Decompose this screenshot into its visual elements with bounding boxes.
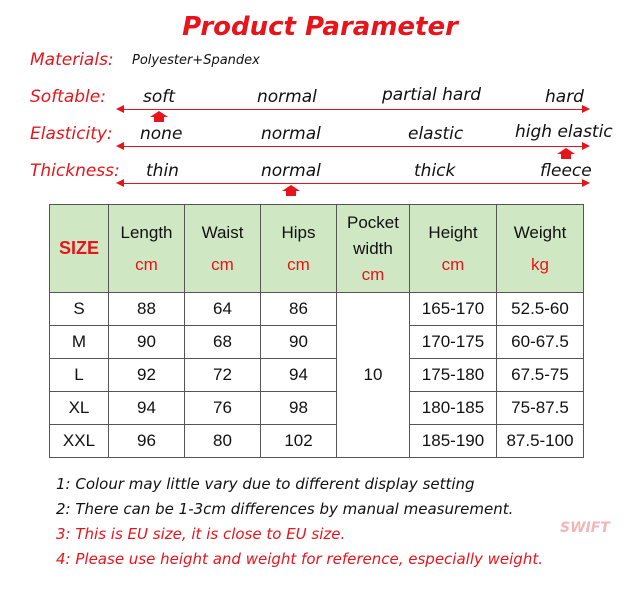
size-table [49,204,584,458]
length-cell: 90 [109,326,185,359]
size-cell: L [50,359,109,392]
thickness-level: thick [414,161,456,181]
hips-unit: cm [287,254,310,274]
height-cell: 175-180 [410,359,497,392]
table-row [50,392,584,425]
thickness-marker-icon [282,185,300,195]
size-header: SIZE [50,205,109,293]
length-cell: 94 [109,392,185,425]
weight-cell: 75-87.5 [497,392,584,425]
hips-cell: 98 [261,392,337,425]
note-colour: 1: Colour may little vary due to different display setting [56,475,475,493]
thickness-level: fleece [540,161,592,181]
softable-scale-line [120,109,588,110]
size-cell: M [50,326,109,359]
thickness-scale-line [120,183,588,184]
pocket-unit: cm [361,264,385,284]
hips-cell: 94 [261,359,337,392]
note-reference: 4: Please use height and weight for reference, especially weight. [56,550,543,568]
waist-header [185,205,261,293]
note-eu-size: 3: This is EU size, it is close to EU size. [56,525,346,543]
weight-cell: 87.5-100 [497,425,584,458]
arrow-right-icon [582,105,590,113]
thickness-level: normal [261,161,321,181]
thickness-level: thin [146,161,179,181]
arrow-left-icon [116,179,124,187]
length-cell: 96 [109,425,185,458]
arrow-left-icon [116,105,124,113]
arrow-right-icon [582,179,590,187]
waist-unit: cm [211,254,234,274]
height-cell: 170-175 [410,326,497,359]
waist-header-label: Waist [201,222,244,242]
size-cell: XL [50,392,109,425]
softable-marker-icon [150,111,168,121]
length-unit: cm [135,254,158,274]
length-header-label: Length [120,222,173,242]
height-unit: cm [441,254,465,274]
height-cell: 185-190 [410,425,497,458]
weight-header-label: Weight [513,222,567,242]
waist-cell: 68 [185,326,261,359]
hips-cell: 90 [261,326,337,359]
pocket-width-cell: 10 [337,293,410,458]
elasticity-marker-icon [557,148,575,158]
softable-level: partial hard [382,85,482,105]
softable-label: Softable: [30,87,106,107]
elasticity-label: Elasticity: [30,124,113,144]
hips-header [261,205,337,293]
page-title: Product Parameter [182,12,458,42]
weight-cell: 52.5-60 [497,293,584,326]
size-cell: XXL [50,425,109,458]
waist-cell: 64 [185,293,261,326]
size-cell: S [50,293,109,326]
softable-level: soft [143,87,175,107]
elasticity-scale-line [120,146,588,147]
table-row [50,359,584,392]
hips-cell: 102 [261,425,337,458]
table-row [50,326,584,359]
pocket-header-line1: Pocket [347,212,399,232]
table-row [50,293,584,326]
height-header [410,205,497,293]
pocket-width-header [337,205,410,293]
weight-unit: kg [531,254,549,274]
length-cell: 92 [109,359,185,392]
elasticity-level: high elastic [515,122,613,142]
softable-level: normal [257,87,317,107]
length-header [109,205,185,293]
elasticity-level: normal [261,124,321,144]
elasticity-level: none [140,124,183,144]
table-row [50,425,584,458]
weight-cell: 60-67.5 [497,326,584,359]
thickness-label: Thickness: [30,161,120,181]
materials-value: Polyester+Spandex [132,53,260,68]
softable-level: hard [545,87,584,107]
arrow-left-icon [116,142,124,150]
length-cell: 88 [109,293,185,326]
materials-label: Materials: [30,50,114,70]
height-cell: 180-185 [410,392,497,425]
height-header-label: Height [428,222,478,242]
hips-cell: 86 [261,293,337,326]
weight-cell: 67.5-75 [497,359,584,392]
waist-cell: 72 [185,359,261,392]
elasticity-level: elastic [408,124,464,144]
swift-logo: SWIFT [560,520,610,536]
pocket-header-line2: width [353,238,393,258]
arrow-right-icon [582,142,590,150]
hips-header-label: Hips [281,222,316,242]
weight-header [497,205,584,293]
note-differences: 2: There can be 1-3cm differences by manual measurement. [56,500,514,518]
height-cell: 165-170 [410,293,497,326]
waist-cell: 80 [185,425,261,458]
waist-cell: 76 [185,392,261,425]
